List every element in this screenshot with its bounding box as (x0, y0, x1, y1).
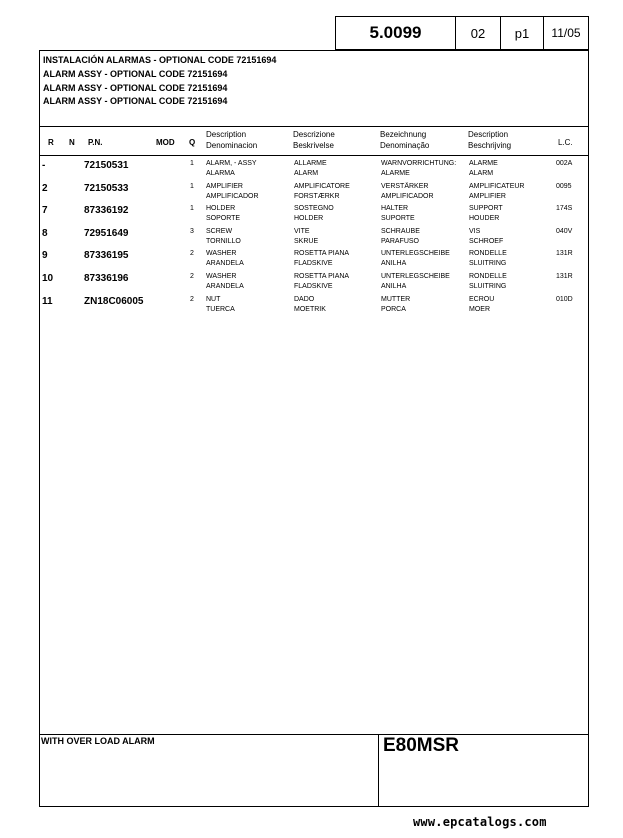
part-number: ZN18C06005 (84, 295, 144, 307)
col-header-n: N (69, 138, 75, 147)
row-ref: 7 (42, 205, 48, 217)
desc-fr: RONDELLE (469, 250, 507, 258)
divider-title (40, 126, 588, 127)
col-header-mod: MOD (156, 138, 175, 147)
lc-code: 002A (556, 160, 573, 167)
title-line-3: ALARM ASSY - OPTIONAL CODE 72151694 (43, 83, 228, 93)
desc-it: DADO (294, 295, 315, 303)
lc-code: 0095 (556, 182, 572, 190)
col-header-desc-fr: Description (468, 130, 509, 139)
desc-en: NUT (206, 295, 221, 303)
footer-note-box (40, 734, 379, 807)
desc-fr: SUPPORT (469, 205, 503, 213)
desc-da: FLADSKIVE (294, 260, 333, 268)
desc-da: HOLDER (294, 215, 324, 223)
desc-pt: PORCA (381, 305, 406, 313)
desc-pt: PARAFUSO (381, 237, 419, 245)
issue-date: 11/05 (543, 16, 589, 50)
desc-nl: SLUITRING (469, 260, 507, 268)
desc-es: ARANDELA (206, 283, 244, 290)
col-header-desc-pt: Denominação (380, 141, 430, 150)
quantity: 1 (190, 205, 194, 213)
title-line-2: ALARM ASSY - OPTIONAL CODE 72151694 (43, 69, 228, 79)
col-header-desc-de: Bezeichnung (380, 130, 427, 139)
desc-da: FORSTÆRKR (294, 192, 340, 200)
quantity: 3 (190, 227, 194, 235)
desc-de: MUTTER (381, 295, 411, 303)
desc-pt: ANILHA (381, 283, 407, 290)
desc-de: UNTERLEGSCHEIBE (381, 273, 450, 280)
desc-it: ALLARME (294, 160, 327, 167)
part-number: 87336196 (84, 273, 129, 284)
parts-sheet (39, 50, 589, 807)
quantity: 2 (190, 295, 194, 303)
desc-en: WASHER (206, 250, 237, 258)
desc-es: AMPLIFICADOR (206, 192, 259, 200)
col-header-desc-es: Denominacion (206, 141, 258, 150)
row-ref: 8 (42, 227, 48, 239)
desc-da: SKRUE (294, 237, 319, 245)
desc-nl: MOER (469, 305, 490, 313)
col-header-desc-en: Description (206, 130, 247, 139)
desc-nl: HOUDER (469, 215, 500, 223)
desc-nl: ALARM (469, 170, 494, 177)
title-line-4: ALARM ASSY - OPTIONAL CODE 72151694 (43, 96, 228, 106)
lc-code: 040V (556, 227, 573, 235)
model-name: E80MSR (383, 735, 460, 756)
lc-code: 010D (556, 295, 573, 303)
part-number: 72951649 (84, 227, 129, 239)
desc-nl: SLUITRING (469, 283, 507, 290)
desc-es: ARANDELA (206, 260, 244, 268)
part-number: 72150533 (84, 182, 129, 194)
desc-de: UNTERLEGSCHEIBE (381, 250, 450, 258)
desc-it: VITE (294, 227, 310, 235)
desc-da: MOETRIK (294, 305, 326, 313)
desc-de: HALTER (381, 205, 409, 213)
lc-code: 131R (556, 250, 573, 258)
col-header-pn: P.N. (88, 138, 103, 147)
footer-note: WITH OVER LOAD ALARM (41, 736, 155, 746)
desc-da: ALARM (294, 170, 319, 177)
desc-es: TUERCA (206, 305, 235, 313)
desc-en: AMPLIFIER (206, 182, 243, 190)
desc-fr: VIS (469, 227, 481, 235)
desc-pt: ANILHA (381, 260, 407, 268)
desc-it: ROSETTA PIANA (294, 273, 350, 280)
document-code: 5.0099 (335, 16, 455, 50)
desc-it: AMPLIFICATORE (294, 182, 350, 190)
desc-de: SCHRAUBE (381, 227, 420, 235)
desc-it: SOSTEGNO (294, 205, 334, 213)
row-ref: - (42, 160, 46, 171)
desc-de: WARNVORRICHTUNG: (381, 160, 457, 167)
col-header-desc-da: Beskrivelse (293, 141, 334, 150)
desc-de: VERSTÄRKER (381, 182, 429, 190)
desc-fr: AMPLIFICATEUR (469, 182, 525, 190)
quantity: 1 (190, 160, 194, 167)
lc-code: 131R (556, 273, 573, 280)
quantity: 2 (190, 250, 194, 258)
col-header-desc-it: Descrizione (293, 130, 335, 139)
revision-number: 02 (455, 16, 500, 50)
desc-fr: ECROU (469, 295, 495, 303)
col-header-q: Q (189, 138, 196, 147)
lc-code: 174S (556, 205, 573, 213)
part-number: 87336192 (84, 205, 129, 217)
desc-en: SCREW (206, 227, 233, 235)
quantity: 2 (190, 273, 194, 280)
row-ref: 9 (42, 250, 48, 262)
quantity: 1 (190, 182, 194, 190)
desc-nl: AMPLIFIER (469, 192, 506, 200)
desc-es: ALARMA (206, 170, 235, 177)
page-number: p1 (500, 16, 543, 50)
desc-it: ROSETTA PIANA (294, 250, 350, 258)
col-header-desc-nl: Beschrijving (468, 141, 512, 150)
desc-en: ALARM, - ASSY (206, 160, 257, 167)
desc-fr: RONDELLE (469, 273, 507, 280)
row-ref: 2 (42, 182, 48, 194)
desc-nl: SCHROEF (469, 237, 504, 245)
title-line-1: INSTALACIÓN ALARMAS - OPTIONAL CODE 72151694 (43, 55, 277, 65)
desc-fr: ALARME (469, 160, 498, 167)
desc-es: TORNILLO (206, 237, 241, 245)
divider-header (40, 155, 588, 156)
watermark: www.epcatalogs.com (413, 815, 547, 829)
row-ref: 11 (42, 295, 53, 307)
part-number: 87336195 (84, 250, 129, 262)
desc-pt: ALARME (381, 170, 410, 177)
desc-da: FLADSKIVE (294, 283, 333, 290)
row-ref: 10 (42, 273, 54, 284)
desc-pt: SUPORTE (381, 215, 415, 223)
col-header-lc: L.C. (558, 138, 573, 147)
desc-es: SOPORTE (206, 215, 241, 223)
desc-en: HOLDER (206, 205, 236, 213)
part-number: 72150531 (84, 160, 129, 171)
col-header-r: R (48, 138, 54, 147)
desc-pt: AMPLIFICADOR (381, 192, 434, 200)
desc-en: WASHER (206, 273, 237, 280)
